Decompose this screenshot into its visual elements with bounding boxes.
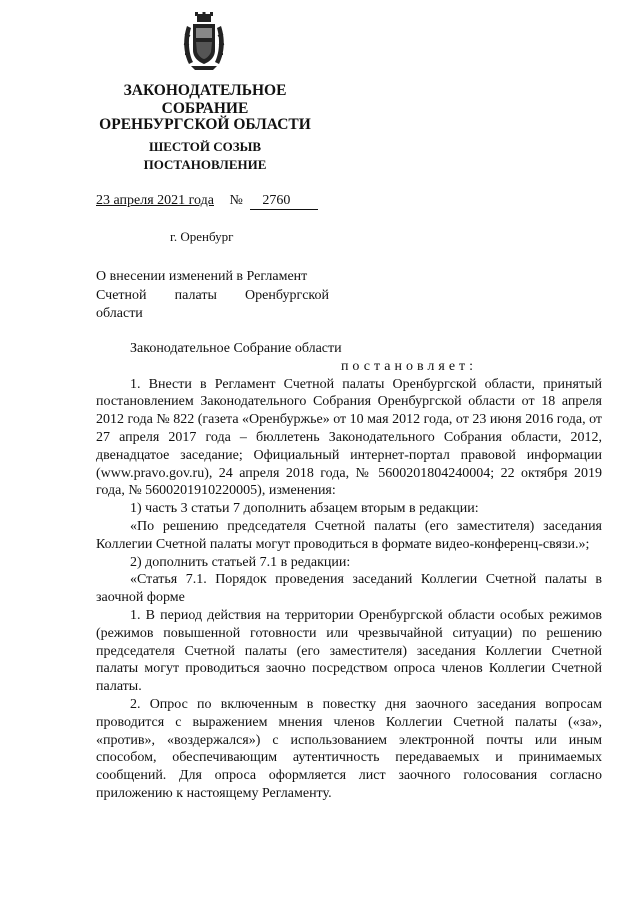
paragraph-1: 1. Внести в Регламент Счетной палаты Оренбургской области, принятый постановлением Законодательного Собрания Оренбургской области от 18 апреля 2012 года № 822 (газета «Оренбуржье» от 10 мая 2012 года, от 23 июня 2016 года, от 27 апреля 2017 года – бюллетень Законодательного Собрания области, 2012, двенадцатое заседание; Официальный интернет-портал правовой информации (www.pravo.gov.ru), 24 апреля 2018 года, № 5600201804240004; 22 октября 2019 года, № 5600201910220005), изменения: — [96, 376, 602, 499]
decides-text: постановляет: — [340, 358, 478, 374]
subject-line3: области — [96, 306, 143, 321]
paragraph-5: «Статья 7.1. Порядок проведения заседаний Коллегии Счетной палаты в заочной форме — [96, 572, 602, 606]
subject-line2: Счетной палаты Оренбургской — [96, 287, 329, 303]
document-date: 23 апреля 2021 года — [96, 193, 214, 208]
document-number: 2760 — [250, 193, 318, 210]
city: г. Оренбург — [170, 229, 234, 244]
document-subject — [96, 268, 329, 324]
convocation: ШЕСТОЙ СОЗЫВ — [148, 139, 262, 154]
paragraph-4: 2) дополнить статьей 7.1 в редакции: — [130, 554, 351, 570]
paragraph-7: 2. Опрос по включенным в повестку дня заочного заседания вопросам проводится с выражением мнения членов Коллегии Счетной палаты («за», «против», «воздержался») с использованием электронной почты или иным способом, обеспечивающим аутентичность передаваемых и принимаемых сообщений. Для опроса оформляется лист заочного голосования согласно приложению к настоящему Регламенту. — [96, 696, 602, 801]
intro-text: Законодательное Собрание области — [130, 341, 342, 356]
coat-of-arms-icon — [183, 12, 225, 72]
org-name-line1: ЗАКОНОДАТЕЛЬНОЕ — [123, 82, 287, 99]
number-sign: № — [229, 193, 243, 208]
document-body — [96, 340, 602, 803]
paragraph-2: 1) часть 3 статьи 7 дополнить абзацем вторым в редакции: — [130, 501, 479, 517]
org-name-line2: СОБРАНИЕ — [161, 100, 249, 117]
paragraph-3: «По решению председателя Счетной палаты (его заместителя) заседания Коллегии Счетной палаты могут проводиться в формате видео-конференц-связи.»; — [96, 518, 602, 552]
paragraph-6: 1. В период действия на территории Оренбургской области особых режимов (режимов повышенной готовности или чрезвычайной ситуации) по решению председателя Счетной палаты (его заместителя) заседания Коллегии Счетной палаты могут проводиться заочно посредством опроса членов Коллегии Счетной палаты. — [96, 607, 602, 695]
org-name-line3: ОРЕНБУРГСКОЙ ОБЛАСТИ — [99, 116, 311, 133]
document-type: ПОСТАНОВЛЕНИЕ — [143, 157, 267, 172]
subject-line1: О внесении изменений в Регламент — [96, 269, 308, 284]
date-number-line — [96, 193, 318, 210]
